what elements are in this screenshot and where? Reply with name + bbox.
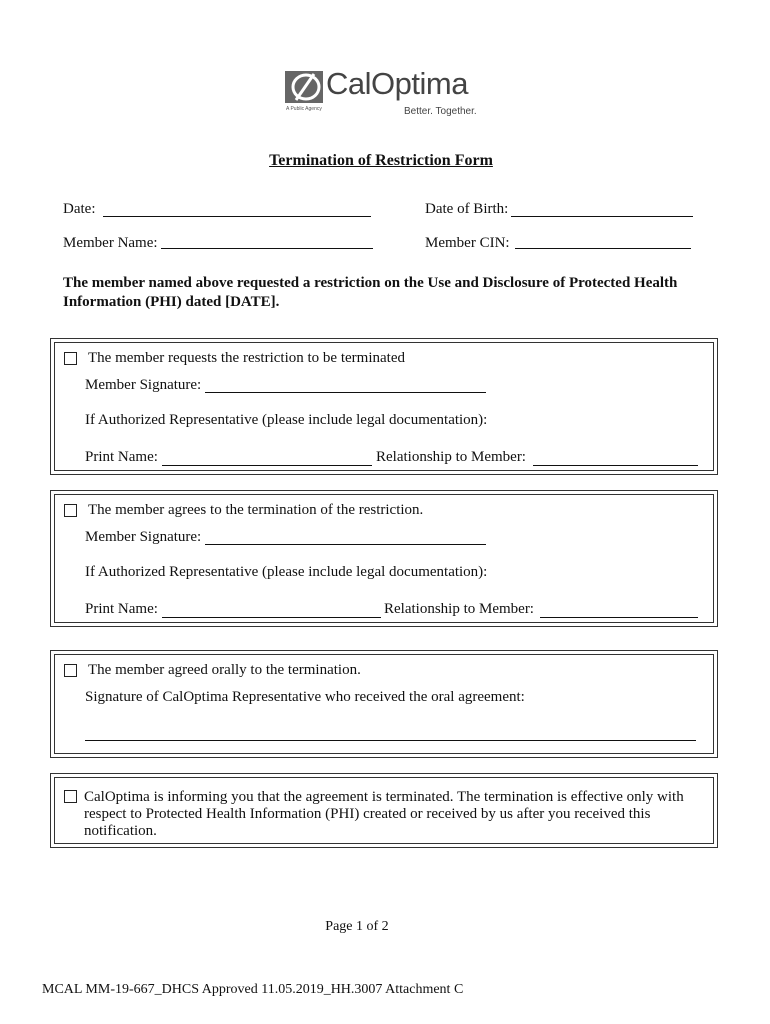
form-title: Termination of Restriction Form xyxy=(269,152,493,169)
print-name-field[interactable] xyxy=(162,617,381,618)
print-name-field[interactable] xyxy=(162,465,372,466)
document-code: MCAL MM-19-667_DHCS Approved 11.05.2019_HH.3007 Attachment C xyxy=(42,982,464,997)
calOptima-rep-signature-field[interactable] xyxy=(85,740,696,741)
member-signature-field[interactable] xyxy=(205,544,486,545)
member-cin-label: Member CIN: xyxy=(425,235,510,251)
option-oral-agreement: The member agreed orally to the termination. xyxy=(88,662,361,678)
member-signature-field[interactable] xyxy=(205,392,486,393)
relationship-field[interactable] xyxy=(540,617,698,618)
member-name-field[interactable] xyxy=(161,248,373,249)
relationship-label: Relationship to Member: xyxy=(384,601,534,617)
dob-field[interactable] xyxy=(511,216,693,217)
rep-label: If Authorized Representative (please include legal documentation): xyxy=(85,564,488,580)
page-number: Page 1 of 2 xyxy=(325,919,389,934)
caloptima-logo xyxy=(284,68,484,120)
logo-name: CalOptima xyxy=(326,66,468,101)
dob-label: Date of Birth: xyxy=(425,201,509,217)
print-name-label: Print Name: xyxy=(85,601,158,617)
checkbox-agreement-terminated[interactable] xyxy=(64,790,77,803)
option-request-termination: The member requests the restriction to be terminated xyxy=(88,350,405,366)
intro-paragraph: The member named above requested a restriction on the Use and Disclosure of Protected Health Information (PHI) dated [DATE]. xyxy=(63,275,678,310)
logo-agency: A Public Agency xyxy=(286,106,322,112)
relationship-label: Relationship to Member: xyxy=(376,449,526,465)
caloptima-logo-mark-icon xyxy=(284,70,324,104)
relationship-field[interactable] xyxy=(533,465,698,466)
date-field[interactable] xyxy=(103,216,371,217)
logo-tagline: Better. Together. xyxy=(404,106,477,117)
member-signature-label: Member Signature: xyxy=(85,529,202,545)
checkbox-oral-agreement[interactable] xyxy=(64,664,77,677)
checkbox-request-termination[interactable] xyxy=(64,352,77,365)
option-agree-termination: The member agrees to the termination of the restriction. xyxy=(88,502,424,518)
rep-label: If Authorized Representative (please include legal documentation): xyxy=(85,412,488,428)
member-cin-field[interactable] xyxy=(515,248,691,249)
print-name-label: Print Name: xyxy=(85,449,158,465)
date-label: Date: xyxy=(63,201,96,217)
member-name-label: Member Name: xyxy=(63,235,158,251)
member-signature-label: Member Signature: xyxy=(85,377,202,393)
calOptima-rep-signature-label: Signature of CalOptima Representative who received the oral agreement: xyxy=(85,689,525,705)
checkbox-agree-termination[interactable] xyxy=(64,504,77,517)
option-agreement-terminated: CalOptima is informing you that the agreement is terminated. The termination is effective only with respect to Protected Health Information (PHI) created or received by us after you received this notification. xyxy=(84,789,684,839)
